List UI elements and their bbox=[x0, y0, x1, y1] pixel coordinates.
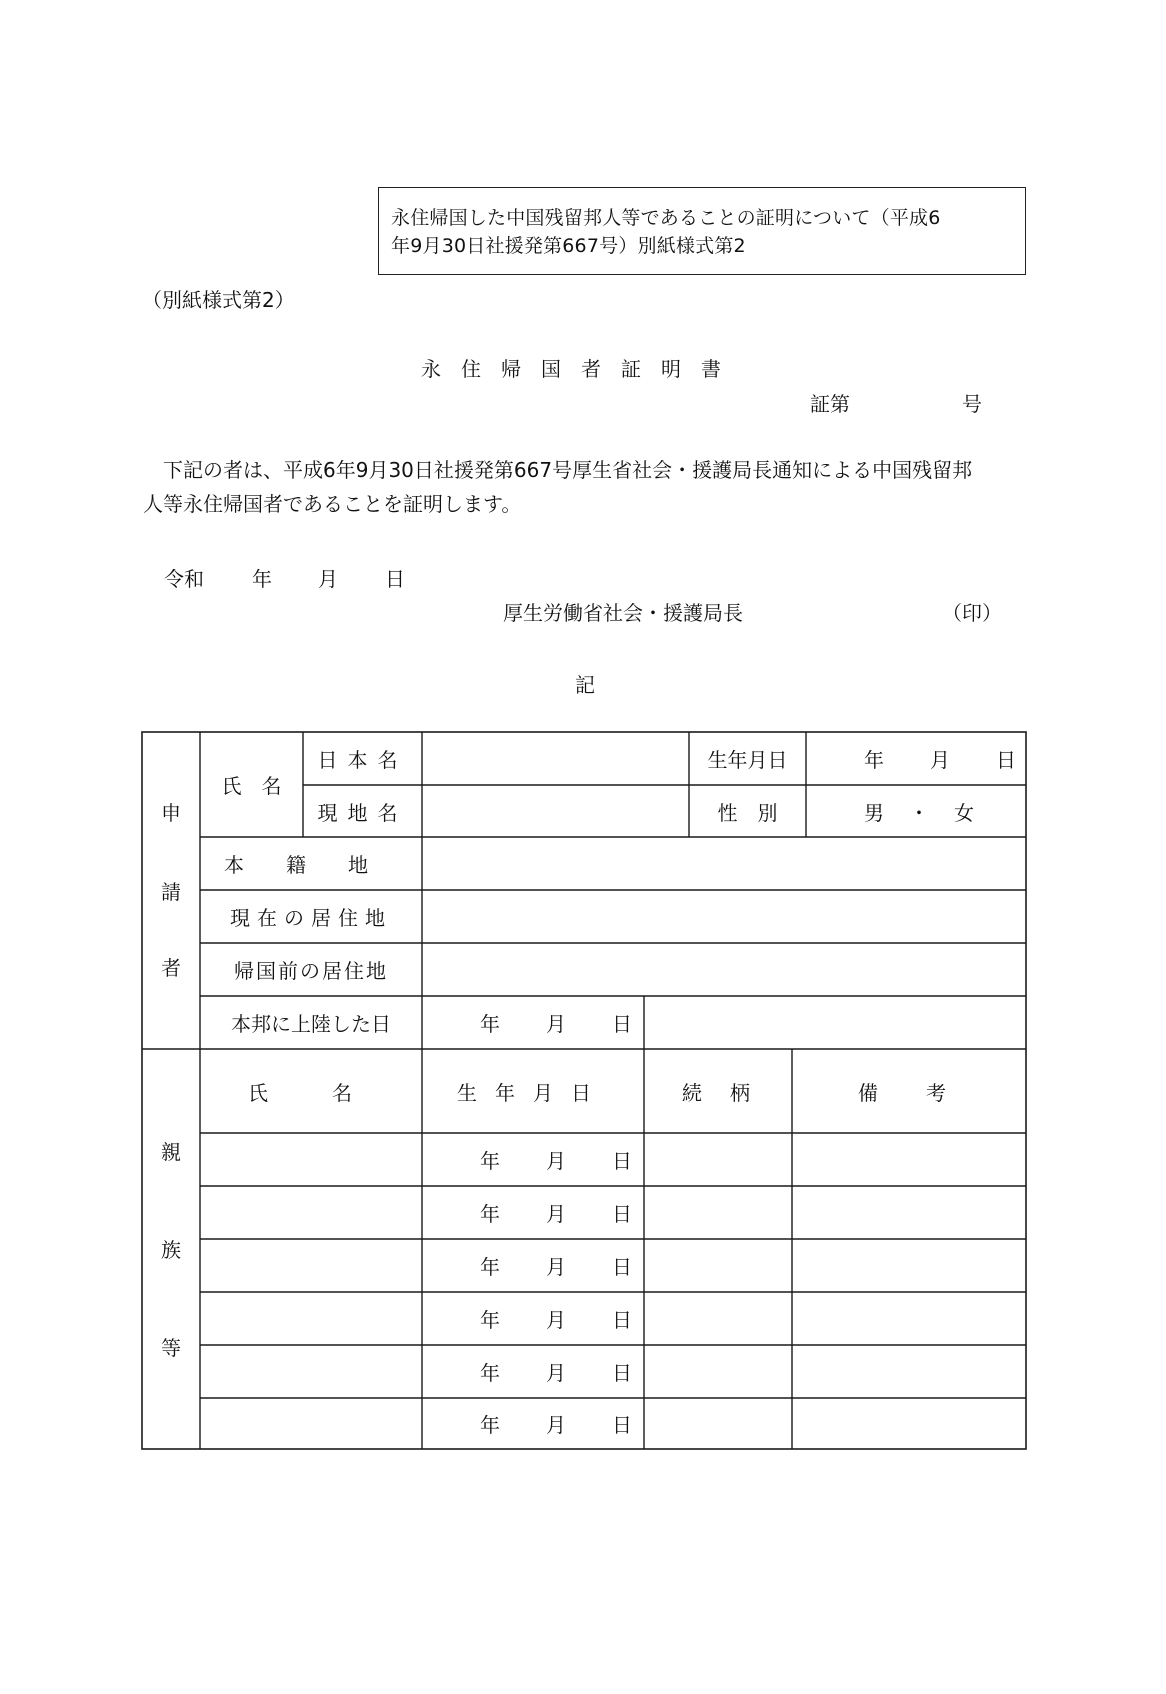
prior-address-field[interactable] bbox=[422, 943, 1026, 996]
landing-date-field[interactable] bbox=[480, 996, 632, 1049]
relative-day: 日 bbox=[612, 1202, 632, 1226]
relative-name-field[interactable] bbox=[200, 1292, 422, 1345]
local-name-label: 現地名 bbox=[317, 800, 408, 825]
relative-remarks-field[interactable] bbox=[792, 1292, 1026, 1345]
relative-day: 日 bbox=[612, 1149, 632, 1173]
birthdate-field[interactable] bbox=[864, 732, 1016, 785]
japanese-name-label: 日本名 bbox=[317, 748, 408, 772]
relative-year: 年 bbox=[480, 1413, 500, 1437]
landing-month: 月 bbox=[546, 1012, 566, 1036]
relative-relationship-field[interactable] bbox=[644, 1186, 792, 1239]
prior-address-label: 帰国前の居住地 bbox=[234, 959, 388, 983]
gender-label: 性 別 bbox=[717, 800, 778, 825]
gender-separator: ・ bbox=[909, 800, 929, 825]
relative-name-field[interactable] bbox=[200, 1186, 422, 1239]
relative-day: 日 bbox=[612, 1413, 632, 1437]
date-era: 令和 bbox=[164, 567, 204, 591]
relative-month: 月 bbox=[546, 1361, 566, 1385]
relative-day: 日 bbox=[612, 1361, 632, 1385]
relative-birthdate-field[interactable] bbox=[480, 1186, 632, 1239]
relative-month: 月 bbox=[546, 1149, 566, 1173]
relative-year: 年 bbox=[480, 1255, 500, 1279]
birthdate-day: 日 bbox=[996, 748, 1016, 772]
landing-day: 日 bbox=[612, 1012, 632, 1036]
seal: （印） bbox=[942, 601, 1002, 625]
relative-name-field[interactable] bbox=[200, 1239, 422, 1292]
landing-year: 年 bbox=[480, 1012, 500, 1036]
applicant-label-3: 者 bbox=[161, 955, 181, 980]
relative-relationship-field[interactable] bbox=[644, 1292, 792, 1345]
relative-name-field[interactable] bbox=[200, 1345, 422, 1398]
issuer: 厚生労働省社会・援護局長 bbox=[503, 601, 743, 625]
relative-remarks-field[interactable] bbox=[792, 1345, 1026, 1398]
reference-line-2: 年9月30日社援発第667号）別紙様式第2 bbox=[391, 235, 746, 257]
relatives-label-3: 等 bbox=[161, 1335, 181, 1360]
relative-relationship-field[interactable] bbox=[644, 1345, 792, 1398]
gender-field[interactable] bbox=[864, 785, 974, 837]
relative-birthdate-field[interactable] bbox=[480, 1398, 632, 1449]
landing-date-label: 本邦に上陸した日 bbox=[231, 1012, 391, 1036]
relative-birthdate-field[interactable] bbox=[480, 1292, 632, 1345]
relative-relationship-field[interactable] bbox=[644, 1398, 792, 1449]
relative-birthdate-field[interactable] bbox=[480, 1345, 632, 1398]
relatives-label-2: 族 bbox=[161, 1237, 181, 1262]
domicile-label bbox=[224, 849, 410, 878]
relatives-header-name: 氏 名 bbox=[248, 1080, 374, 1105]
ki-marker: 記 bbox=[575, 673, 595, 697]
relative-month: 月 bbox=[546, 1255, 566, 1279]
relative-day: 日 bbox=[612, 1255, 632, 1279]
relative-remarks-field[interactable] bbox=[792, 1186, 1026, 1239]
relative-month: 月 bbox=[546, 1413, 566, 1437]
local-name-field[interactable] bbox=[422, 785, 689, 837]
relative-month: 月 bbox=[546, 1202, 566, 1226]
cert-number-prefix: 証第 bbox=[810, 392, 850, 416]
relative-name-field[interactable] bbox=[200, 1398, 422, 1449]
applicant-label-1: 申 bbox=[161, 800, 181, 825]
birthdate-label: 生年月日 bbox=[707, 748, 788, 772]
page-title: 永住帰国者証明書 bbox=[421, 357, 741, 381]
japanese-name-field[interactable] bbox=[422, 732, 689, 785]
relative-remarks-field[interactable] bbox=[792, 1239, 1026, 1292]
relatives-header-relationship: 続 柄 bbox=[682, 1080, 754, 1105]
relative-name-field[interactable] bbox=[200, 1133, 422, 1186]
relatives-label-1: 親 bbox=[161, 1139, 181, 1164]
landing-extra-field[interactable] bbox=[644, 996, 1026, 1049]
birthdate-month: 月 bbox=[930, 748, 950, 772]
domicile-label-cell bbox=[200, 837, 422, 890]
relatives-header-remarks: 備 考 bbox=[858, 1080, 960, 1105]
form-label: （別紙様式第2） bbox=[142, 288, 295, 312]
relative-remarks-field[interactable] bbox=[792, 1133, 1026, 1186]
date-month: 月 bbox=[318, 567, 338, 591]
statement-line-1: 下記の者は、平成6年9月30日社援発第667号厚生省社会・援護局長通知による中国残留邦 bbox=[143, 458, 973, 482]
domicile-field[interactable] bbox=[422, 837, 1026, 890]
relative-remarks-field[interactable] bbox=[792, 1398, 1026, 1449]
relative-birthdate-field[interactable] bbox=[480, 1133, 632, 1186]
relative-year: 年 bbox=[480, 1361, 500, 1385]
applicant-label-2: 請 bbox=[161, 879, 181, 904]
gender-female[interactable]: 女 bbox=[954, 800, 974, 825]
current-address-field[interactable] bbox=[422, 890, 1026, 943]
domicile-label-text: 本籍地 bbox=[224, 853, 410, 877]
date-year: 年 bbox=[252, 567, 272, 591]
relative-year: 年 bbox=[480, 1202, 500, 1226]
relative-year: 年 bbox=[480, 1149, 500, 1173]
relative-month: 月 bbox=[546, 1308, 566, 1332]
reference-line-1: 永住帰国した中国残留邦人等であることの証明について（平成6 bbox=[391, 207, 941, 229]
date-day: 日 bbox=[385, 567, 405, 591]
relative-day: 日 bbox=[612, 1308, 632, 1332]
birthdate-year: 年 bbox=[864, 748, 884, 772]
gender-male[interactable]: 男 bbox=[864, 800, 884, 825]
statement-line-2: 人等永住帰国者であることを証明します。 bbox=[143, 492, 522, 516]
relative-birthdate-field[interactable] bbox=[480, 1239, 632, 1292]
cert-number-suffix: 号 bbox=[962, 392, 982, 416]
current-address-label: 現在の居住地 bbox=[230, 906, 392, 930]
relative-relationship-field[interactable] bbox=[644, 1239, 792, 1292]
relative-year: 年 bbox=[480, 1308, 500, 1332]
relatives-header-birthdate: 生年月日 bbox=[457, 1080, 609, 1105]
relative-relationship-field[interactable] bbox=[644, 1133, 792, 1186]
name-label: 氏 名 bbox=[221, 774, 282, 798]
